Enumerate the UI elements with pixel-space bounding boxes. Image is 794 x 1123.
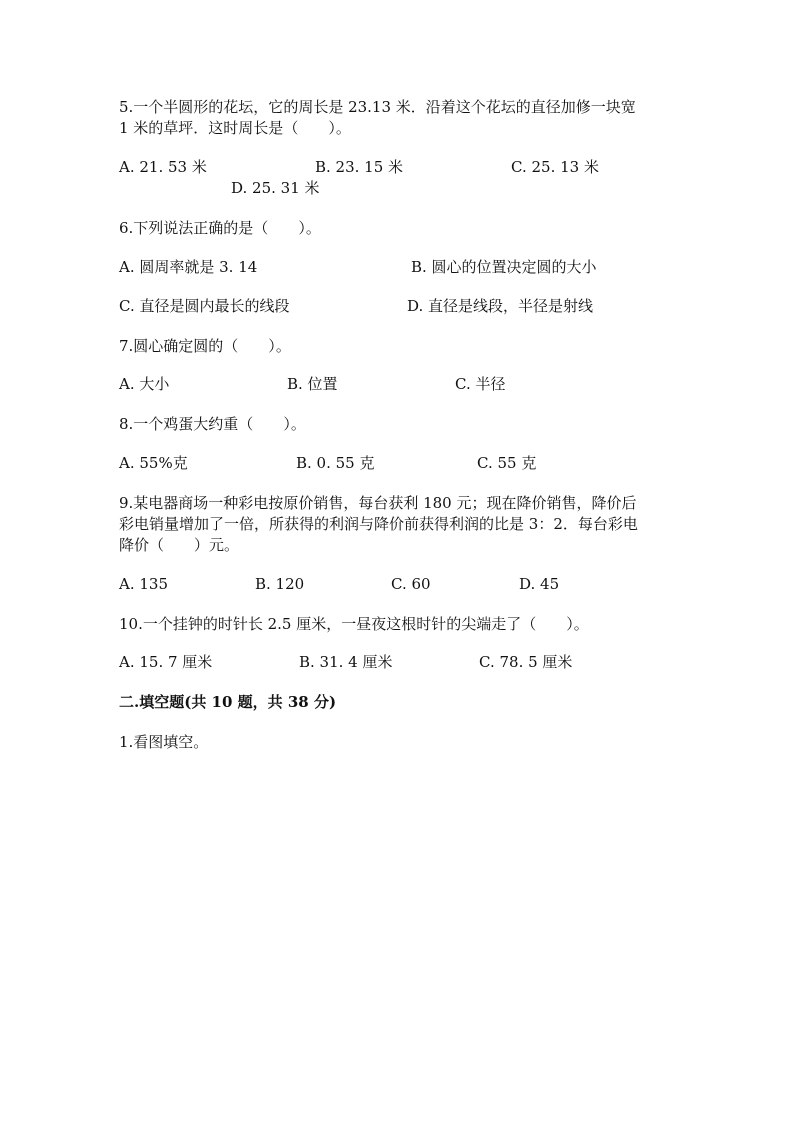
question-5-option-d: D. 25. 31 米: [231, 179, 320, 197]
question-5-option-a: A. 21. 53 米: [119, 158, 207, 176]
question-5-line-1: 5.一个半圆形的花坛，它的周长是 23.13 米．沿着这个花坛的直径加修一块宽: [119, 98, 636, 116]
question-9-option-c: C. 60: [391, 575, 431, 593]
section-heading: 二.填空题(共 10 题，共 38 分): [119, 693, 337, 711]
question-6-stem: 6.下列说法正确的是（ ）。: [119, 219, 321, 237]
question-7-option-c: C. 半径: [455, 375, 506, 393]
question-8-option-c: C. 55 克: [477, 454, 537, 472]
question-9-option-b: B. 120: [255, 575, 305, 593]
question-10-stem: 10.一个挂钟的时针长 2.5 厘米，一昼夜这根时针的尖端走了（ ）。: [119, 615, 589, 633]
question-7-option-b: B. 位置: [287, 375, 338, 393]
question-9-option-a: A. 135: [119, 575, 168, 593]
section-2-question-1: 1.看图填空。: [119, 733, 209, 751]
question-9-line-1: 9.某电器商场一种彩电按原价销售，每台获利 180 元；现在降价销售，降价后: [119, 494, 637, 512]
question-8-stem: 8.一个鸡蛋大约重（ ）。: [119, 415, 306, 433]
question-10-option-b: B. 31. 4 厘米: [299, 653, 393, 671]
question-6-option-d: D. 直径是线段，半径是射线: [407, 297, 594, 315]
question-8-option-b: B. 0. 55 克: [296, 454, 375, 472]
question-9-line-3: 降价（ ）元。: [119, 536, 240, 554]
question-6-option-a: A. 圆周率就是 3. 14: [119, 258, 258, 276]
question-9-option-d: D. 45: [519, 575, 560, 593]
question-6-option-c: C. 直径是圆内最长的线段: [119, 297, 290, 315]
question-5-line-2: 1 米的草坪．这时周长是（ ）。: [119, 119, 351, 137]
question-5-option-c: C. 25. 13 米: [511, 158, 599, 176]
question-7-option-a: A. 大小: [119, 375, 170, 393]
question-6-option-b: B. 圆心的位置决定圆的大小: [411, 258, 597, 276]
question-8-option-a: A. 55%克: [119, 454, 188, 472]
question-9-line-2: 彩电销量增加了一倍，所获得的利润与降价前获得利润的比是 3：2．每台彩电: [119, 515, 638, 533]
question-5-option-b: B. 23. 15 米: [315, 158, 404, 176]
question-10-option-c: C. 78. 5 厘米: [479, 653, 573, 671]
question-7-stem: 7.圆心确定圆的（ ）。: [119, 337, 291, 355]
question-10-option-a: A. 15. 7 厘米: [119, 653, 213, 671]
